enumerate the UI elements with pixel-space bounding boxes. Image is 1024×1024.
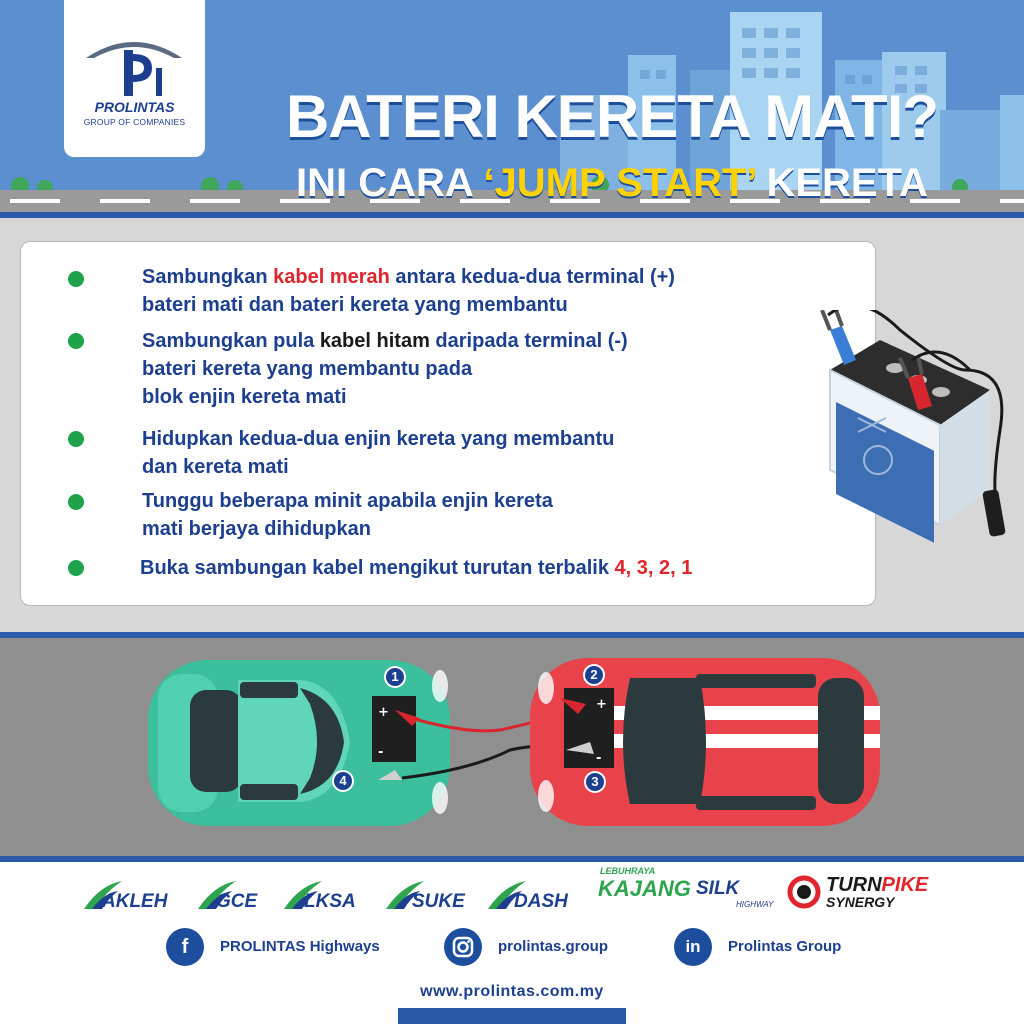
helper-car — [148, 660, 450, 826]
svg-text:-: - — [596, 751, 602, 766]
step-1-text-cont: antara kedua-dua terminal (+) — [389, 266, 675, 288]
headline-subtitle-suffix: KERETA — [755, 161, 928, 205]
step-1-line-2: bateri mati dan bateri kereta yang membantu — [142, 294, 568, 316]
step-5-line-1 — [140, 554, 692, 582]
bullet-icon — [68, 494, 84, 510]
instagram-icon — [444, 928, 482, 966]
dash-logo[interactable] — [486, 877, 576, 911]
kajang-sub: HIGHWAY — [736, 900, 774, 909]
dash-label: DASH — [514, 891, 568, 912]
dead-car — [530, 658, 880, 826]
suke-label: SUKE — [412, 891, 465, 912]
headline-title: BATERI KERETA MATI? — [285, 83, 939, 150]
marker-3: 3 — [591, 774, 599, 789]
akleh-label: AKLEH — [102, 891, 168, 912]
turnpike-turn: TURN — [826, 874, 882, 896]
prolintas-logo[interactable] — [64, 0, 205, 157]
turnpike-ring-icon — [786, 874, 822, 910]
marker-2: 2 — [590, 667, 598, 682]
facebook-link[interactable] — [166, 928, 406, 968]
jump-start-cars-illustration — [0, 638, 1024, 844]
suke-logo[interactable] — [384, 877, 476, 911]
turnpike-synergy-logo[interactable] — [786, 872, 956, 912]
steps-card — [20, 241, 876, 606]
lksa-label: LKSA — [304, 891, 356, 912]
step-2-line-2: bateri kereta yang membantu pada — [142, 358, 473, 380]
kajang-name: KAJANG — [598, 876, 691, 901]
bullet-icon — [68, 333, 84, 349]
brand-tagline: GROUP OF COMPANIES — [83, 117, 186, 127]
kajang-top: LEBUHRAYA — [600, 866, 656, 876]
step-3-line-2: dan kereta mati — [142, 456, 289, 478]
brand-name: PROLINTAS — [94, 99, 175, 115]
marker-4: 4 — [339, 773, 347, 788]
turnpike-pike: PIKE — [881, 874, 929, 896]
facebook-icon: f — [166, 928, 204, 966]
step-2-line-1 — [142, 327, 628, 355]
instagram-label: prolintas.group — [498, 938, 608, 955]
prolintas-emblem-icon — [82, 28, 186, 98]
step-5-order: 4, 3, 2, 1 — [614, 557, 693, 579]
headline-subtitle — [232, 160, 992, 206]
kajang-silk: SILK — [696, 878, 740, 899]
step-2-text: Sambungkan pula — [142, 330, 320, 352]
bullet-icon — [68, 560, 84, 576]
header-banner — [0, 0, 1024, 212]
lksa-logo[interactable] — [282, 877, 372, 911]
step-4-line-2: mati berjaya dihidupkan — [142, 518, 371, 540]
instagram-link[interactable] — [444, 928, 644, 968]
headline-highlight: ‘JUMP START’ — [483, 161, 756, 205]
step-2-line-3: blok enjin kereta mati — [142, 386, 347, 408]
step-1-text: Sambungkan — [142, 266, 274, 288]
headline-subtitle-prefix: INI CARA — [296, 161, 484, 205]
gce-label: GCE — [216, 891, 258, 912]
step-3-line-1: Hidupkan kedua-dua enjin kereta yang membantu — [142, 428, 615, 450]
facebook-label: PROLINTAS Highways — [220, 938, 380, 955]
bullet-icon — [68, 271, 84, 287]
bottom-accent-bar — [398, 1008, 626, 1024]
step-2-black-cable: kabel hitam — [319, 330, 430, 352]
step-1-red-cable: kabel merah — [273, 266, 390, 288]
akleh-logo[interactable] — [82, 877, 190, 911]
kajang-silk-logo[interactable] — [596, 866, 776, 916]
linkedin-label: Prolintas Group — [728, 938, 842, 955]
bullet-icon — [68, 431, 84, 447]
marker-1: 1 — [391, 669, 399, 684]
step-5-text: Buka sambungan kabel mengikut turutan terbalik — [140, 557, 615, 579]
svg-text:+: + — [378, 705, 389, 720]
svg-text:-: - — [378, 745, 384, 760]
step-2-text-cont: daripada terminal (-) — [429, 330, 628, 352]
turnpike-line2: SYNERGY — [826, 894, 895, 910]
gce-logo[interactable] — [196, 877, 276, 911]
website-link[interactable]: www.prolintas.com.my — [420, 983, 604, 1000]
step-4-line-1: Tunggu beberapa minit apabila enjin kereta — [142, 490, 553, 512]
svg-text:+: + — [596, 697, 607, 712]
linkedin-icon: in — [674, 928, 712, 966]
linkedin-link[interactable] — [674, 928, 874, 968]
step-1-line-1 — [142, 263, 675, 291]
car-battery-illustration — [800, 310, 1010, 550]
